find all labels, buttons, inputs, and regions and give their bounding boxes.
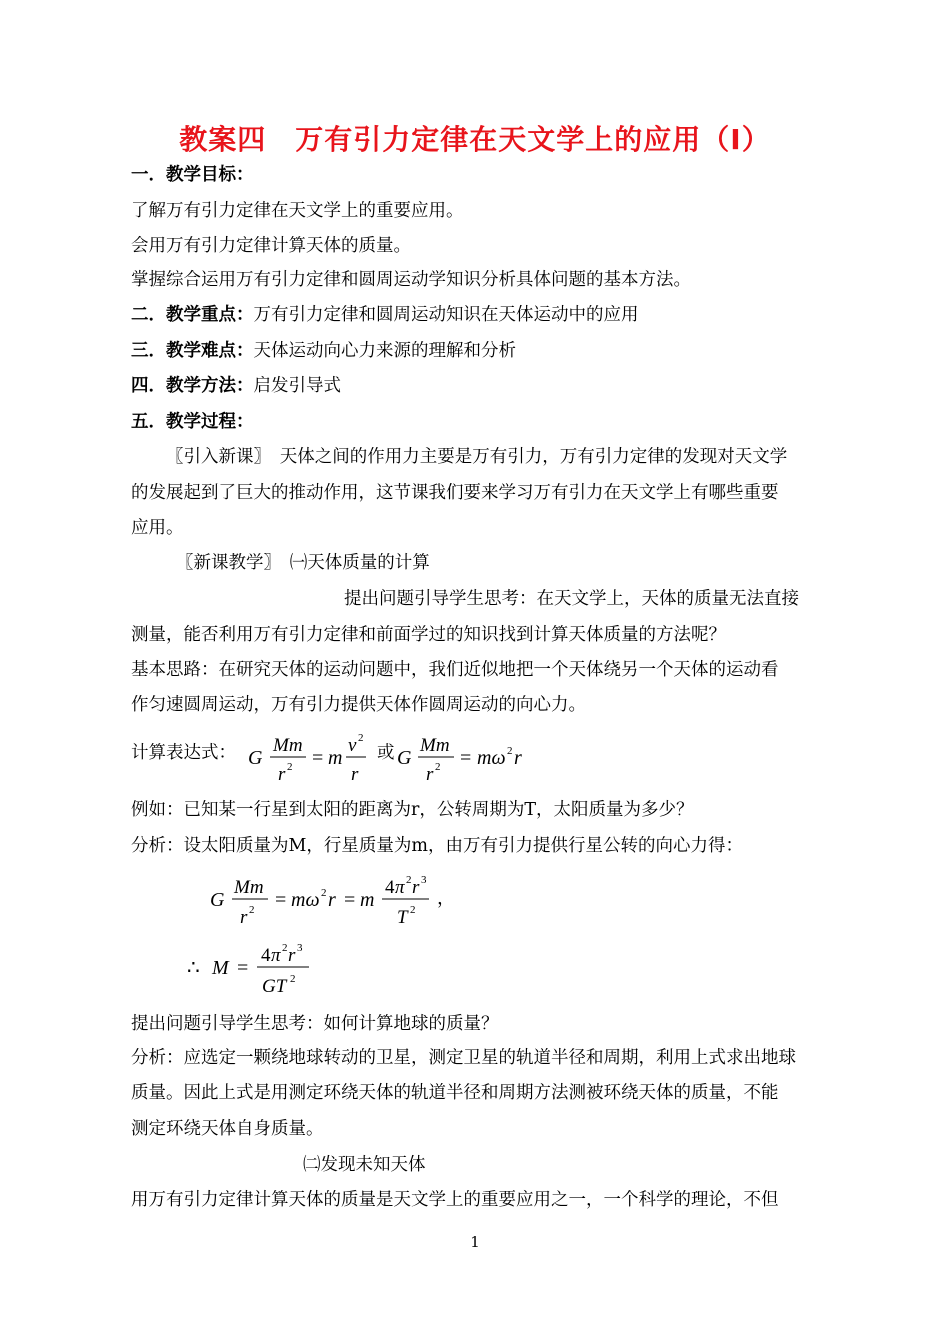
svg-text:m: m [328, 747, 343, 769]
formula-period [205, 870, 465, 930]
difficulty-text: 天体运动向心力来源的理解和分析 [253, 341, 516, 361]
intro-paragraph-line: 的发展起到了巨大的推动作用，这节课我们要来学习万有引力在天文学上有哪些重要 [131, 483, 779, 503]
svg-text:2: 2 [358, 732, 364, 744]
svg-text:=: = [237, 957, 249, 979]
svg-text:3: 3 [421, 874, 427, 886]
svg-text:2: 2 [290, 973, 296, 985]
svg-text:G: G [210, 889, 225, 911]
goal-item: 掌握综合运用万有引力定律和圆周运动学知识分析具体问题的基本方法。 [131, 270, 691, 290]
idea-paragraph-line: 基本思路：在研究天体的运动问题中，我们近似地把一个天体绕另一个天体的运动看 [131, 660, 779, 680]
svg-text:G: G [248, 747, 263, 769]
svg-text:=: = [312, 747, 324, 769]
formula-mass-result [185, 938, 335, 1000]
intro-paragraph-line: 〖引入新课〗 天体之间的作用力主要是万有引力，万有引力定律的发现对天文学 [166, 447, 788, 467]
svg-text:2: 2 [287, 761, 293, 773]
svg-text:r: r [412, 877, 420, 898]
svg-text:2: 2 [507, 745, 513, 757]
svg-text:G: G [397, 747, 412, 769]
svg-text:π: π [271, 945, 281, 966]
analysis2-paragraph-line: 测定环绕天体自身质量。 [131, 1119, 324, 1139]
svg-text:r: r [328, 889, 336, 911]
difficulty-row [131, 339, 516, 363]
page-title: 教案四 万有引力定律在天文学上的应用（Ⅰ） [179, 123, 771, 156]
method-text: 启发引导式 [253, 376, 341, 396]
svg-text:r: r [278, 764, 286, 785]
process-heading: 五．教学过程： [131, 412, 254, 432]
question-paragraph-line: 提出问题引导学生思考：在天文学上，天体的质量无法直接 [344, 589, 799, 609]
svg-text:=: = [275, 889, 287, 911]
svg-text:=: = [460, 747, 472, 769]
svg-text:∴: ∴ [187, 957, 200, 979]
key-point-label: 二．教学重点： [131, 305, 254, 325]
svg-text:v: v [348, 735, 357, 756]
goals-heading: 一．教学目标： [131, 165, 254, 185]
svg-text:2: 2 [435, 761, 441, 773]
svg-text:r: r [514, 747, 522, 769]
svg-text:r: r [426, 764, 434, 785]
svg-text:2: 2 [321, 887, 327, 899]
question-paragraph-line: 测量，能否利用万有引力定律和前面学过的知识找到计算天体质量的方法呢？ [131, 625, 726, 645]
page-number: 1 [470, 1233, 480, 1251]
key-point-text: 万有引力定律和圆周运动知识在天体运动中的应用 [253, 305, 639, 325]
analysis-line: 分析：设太阳质量为M，行星质量为m，由万有引力提供行星公转的向心力得： [131, 836, 744, 856]
goal-item: 了解万有引力定律在天文学上的重要应用。 [131, 201, 464, 221]
svg-text:π: π [395, 877, 405, 898]
intro-paragraph-line: 应用。 [131, 518, 184, 538]
svg-text:2: 2 [249, 904, 255, 916]
svg-text:GT: GT [262, 976, 287, 997]
analysis2-paragraph-line: 分析：应选定一颗绕地球转动的卫星，测定卫星的轨道半径和周期，利用上式求出地球 [131, 1048, 796, 1068]
question2-line: 提出问题引导学生思考：如何计算地球的质量？ [131, 1014, 499, 1034]
svg-text:4: 4 [261, 945, 271, 966]
difficulty-label: 三．教学难点： [131, 341, 254, 361]
svg-text:，: ， [437, 888, 455, 908]
svg-text:M: M [212, 957, 229, 979]
svg-text:mω: mω [291, 889, 320, 911]
svg-text:2: 2 [406, 874, 412, 886]
svg-text:r: r [240, 907, 248, 928]
formula-or: 或 [377, 742, 395, 762]
svg-text:=: = [344, 889, 356, 911]
formula-label: 计算表达式： [131, 743, 236, 763]
svg-text:m: m [360, 889, 375, 911]
method-row [131, 374, 341, 398]
svg-text:3: 3 [297, 942, 303, 954]
svg-text:2: 2 [282, 942, 288, 954]
svg-text:4: 4 [385, 877, 395, 898]
key-point-row [131, 303, 639, 327]
analysis2-paragraph-line: 质量。因此上式是用测定环绕天体的轨道半径和周期方法测被环绕天体的质量，不能 [131, 1083, 779, 1103]
example-line: 例如：已知某一行星到太阳的距离为r，公转周期为T，太阳质量为多少？ [131, 800, 694, 820]
last-paragraph-line: 用万有引力定律计算天体的质量是天文学上的重要应用之一，一个科学的理论，不但 [131, 1190, 779, 1210]
svg-text:T: T [397, 907, 408, 928]
goal-item: 会用万有引力定律计算天体的质量。 [131, 236, 411, 256]
svg-text:Mm: Mm [420, 735, 450, 756]
formula-centripetal [240, 728, 540, 786]
svg-text:r: r [288, 945, 296, 966]
svg-text:Mm: Mm [234, 877, 264, 898]
svg-text:r: r [351, 764, 359, 785]
method-label: 四．教学方法： [131, 376, 254, 396]
section-heading-mass: 〖新课教学〗 ㈠天体质量的计算 [176, 553, 430, 573]
section-heading-unknown-bodies: ㈡发现未知天体 [303, 1155, 426, 1175]
idea-paragraph-line: 作匀速圆周运动，万有引力提供天体作圆周运动的向心力。 [131, 695, 586, 715]
svg-text:2: 2 [410, 904, 416, 916]
svg-text:Mm: Mm [273, 735, 303, 756]
svg-text:mω: mω [477, 747, 506, 769]
